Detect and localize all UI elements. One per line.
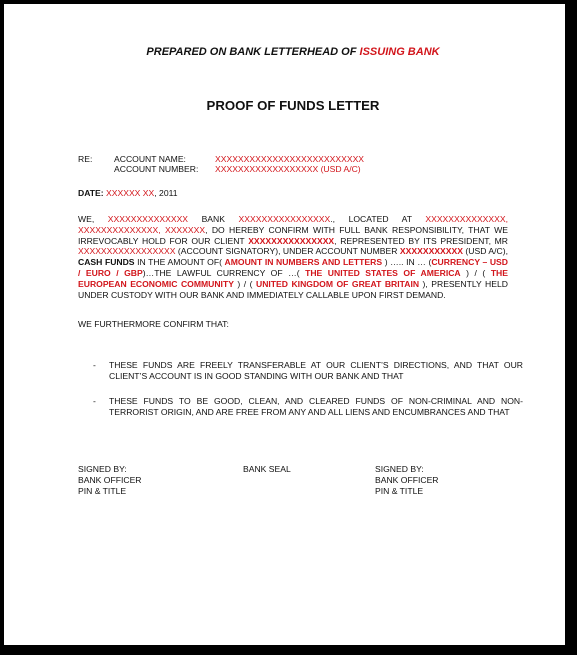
- usa-option: THE UNITED STATES OF AMERICA: [305, 267, 461, 278]
- signed-by-label: SIGNED BY:: [78, 464, 127, 474]
- signature-block-right: [375, 464, 439, 496]
- para-text: IN THE AMOUNT OF(: [134, 257, 225, 268]
- account-number-label: ACCOUNT NUMBER:: [114, 164, 199, 174]
- para-text: , DO HEREBY CONFIRM WITH FULL BANK RESPONSIBILITY, THAT WE IRREVOCABLY HOLD FOR OUR CLIENT: [78, 224, 508, 246]
- bank-seal-label: BANK SEAL: [243, 464, 291, 474]
- eec-option: THE EUROPEAN ECONOMIC COMMUNITY: [78, 267, 508, 289]
- account-number-value: XXXXXXXXXXXXXXXXXX (USD A/C): [215, 164, 361, 174]
- pin-title-label: PIN & TITLE: [78, 485, 127, 496]
- currency-placeholder: CURRENCY – USD / EURO / GBP: [78, 257, 508, 278]
- pin-title-label: PIN & TITLE: [375, 485, 424, 496]
- amount-placeholder: AMOUNT IN NUMBERS AND LETTERS: [224, 257, 383, 268]
- para-text: , REPRESENTED BY ITS PRESIDENT, MR: [334, 235, 509, 246]
- confirm-heading: WE FURTHERMORE CONFIRM THAT:: [78, 319, 229, 329]
- bullet-dash: -: [93, 396, 96, 406]
- para-text: BANK: [188, 214, 239, 224]
- para-text: )…THE LAWFUL CURRENCY OF …(: [142, 267, 306, 278]
- bullet-text: THESE FUNDS ARE FREELY TRANSFERABLE AT OUR CLIENT’S DIRECTIONS, AND THAT OUR CLIENT’S ACCOUNT IS IN GOOD STANDING WITH OUR BANK AND THAT: [109, 360, 523, 381]
- uk-option: UNITED KINGDOM OF GREAT BRITAIN: [256, 278, 420, 289]
- signed-by-label: SIGNED BY:: [375, 464, 424, 474]
- signature-block-left: [78, 464, 142, 496]
- bullet-dash: -: [93, 360, 96, 370]
- bank-branch-placeholder: XXXXXXXXXXXXXXXX: [238, 214, 331, 224]
- para-text: ) / (: [460, 267, 491, 278]
- confirmation-paragraph: [78, 214, 508, 300]
- client-placeholder: XXXXXXXXXXXXXXX: [248, 235, 335, 246]
- para-text: ), PRESENTLY HELD UNDER CUSTODY WITH OUR BANK AND IMMEDIATELY CALLABLE UPON FIRST DEMAND.: [78, 278, 508, 300]
- para-text: WE,: [78, 214, 108, 224]
- para-text: ) / (: [233, 278, 256, 289]
- para-text: ) ….. IN … (: [382, 257, 432, 268]
- letterhead-prefix: PREPARED ON BANK LETTERHEAD OF: [146, 46, 360, 58]
- date-placeholder: XXXXXX XX: [106, 188, 155, 198]
- account-name-label: ACCOUNT NAME:: [114, 154, 186, 164]
- date-label: DATE:: [78, 188, 104, 198]
- cash-funds-label: CASH FUNDS: [78, 257, 135, 268]
- bank-officer-label: BANK OFFICER: [375, 474, 439, 485]
- re-label: RE:: [78, 154, 93, 164]
- bank-seal-block: [243, 464, 291, 475]
- para-text: (USD A/C),: [462, 246, 508, 257]
- letter-title: PROOF OF FUNDS LETTER: [206, 98, 380, 113]
- bullet-text: THESE FUNDS TO BE GOOD, CLEAN, AND CLEARED FUNDS OF NON-CRIMINAL AND NON-TERRORIST ORIGIN, AND ARE FREE FROM ANY AND ALL LIENS AND ENCUMBRANCES AND THAT: [109, 396, 523, 417]
- bank-officer-label: BANK OFFICER: [78, 474, 142, 485]
- bank-address-placeholder: XXXXXXXXXXXXXX, XXXXXXXXXXXXXX, XXXXXXX: [78, 214, 508, 235]
- para-text: (ACCOUNT SIGNATORY), UNDER ACCOUNT NUMBER: [175, 246, 400, 257]
- bank-name-placeholder: XXXXXXXXXXXXXX: [107, 214, 189, 224]
- date-line: [78, 188, 178, 199]
- para-text: ., LOCATED AT: [330, 214, 426, 224]
- president-placeholder: XXXXXXXXXXXXXXXXX: [78, 246, 176, 257]
- document-page: [4, 4, 565, 645]
- letterhead-note: [78, 47, 508, 58]
- account-name-value: XXXXXXXXXXXXXXXXXXXXXXXXXX: [215, 154, 365, 164]
- date-year: , 2011: [154, 188, 178, 198]
- re-block: [78, 154, 508, 178]
- account-number-placeholder: XXXXXXXXXXX: [399, 246, 463, 257]
- issuing-bank-label: ISSUING BANK: [359, 46, 440, 58]
